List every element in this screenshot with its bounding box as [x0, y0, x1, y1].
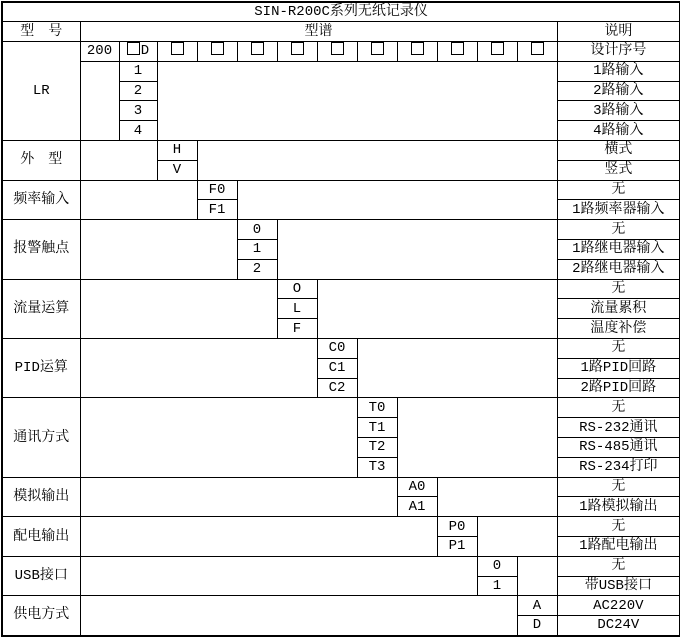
option-desc-cell: 无: [557, 556, 680, 576]
section-label-power-distribution-output: 配电输出: [2, 517, 80, 557]
description-header: 说明: [557, 22, 680, 42]
option-desc-cell: 无: [557, 339, 680, 359]
merged-empty-cell: [80, 141, 157, 181]
merged-empty-cell: [80, 517, 437, 557]
square-icon: [127, 42, 140, 55]
merged-empty-cell: [317, 279, 557, 338]
option-code-cell: F1: [197, 200, 237, 220]
option-code-cell: O: [277, 279, 317, 299]
design-prefix-cell: 200: [80, 42, 119, 62]
option-code-cell: V: [157, 160, 197, 180]
option-desc-cell: RS-232通讯: [557, 418, 680, 438]
option-desc-cell: AC220V: [557, 596, 680, 616]
section-label-usb-port: USB接口: [2, 556, 80, 596]
design-description: 设计序号: [557, 42, 680, 62]
merged-empty-cell: [80, 61, 119, 140]
merged-empty-cell: [277, 220, 557, 279]
merged-empty-cell: [197, 141, 557, 181]
option-code-cell: 0: [477, 556, 517, 576]
option-code-cell: D: [517, 616, 557, 636]
option-code-cell: P1: [437, 537, 477, 557]
design-square-cell: [437, 42, 477, 62]
square-icon: [331, 42, 344, 55]
section-label-analog-output: 模拟输出: [2, 477, 80, 517]
option-code-cell: T3: [357, 457, 397, 477]
option-code-cell: P0: [437, 517, 477, 537]
option-desc-cell: 2路继电器输入: [557, 259, 680, 279]
square-icon: [171, 42, 184, 55]
option-desc-cell: RS-234打印: [557, 457, 680, 477]
option-code-cell: 3: [119, 101, 157, 121]
square-icon: [451, 42, 464, 55]
option-code-cell: 2: [119, 81, 157, 101]
option-code-cell: F: [277, 319, 317, 339]
option-code-cell: 1: [237, 240, 277, 260]
model-selection-table: [1, 1, 680, 637]
merged-empty-cell: [80, 279, 277, 338]
option-code-cell: 0: [237, 220, 277, 240]
design-square-cell: [517, 42, 557, 62]
option-desc-cell: 1路频率器输入: [557, 200, 680, 220]
merged-empty-cell: [80, 398, 357, 477]
option-desc-cell: 1路继电器输入: [557, 240, 680, 260]
design-d-suffix: D: [140, 43, 150, 60]
option-desc-cell: 无: [557, 180, 680, 200]
design-square-cell: [317, 42, 357, 62]
section-label-alarm-contacts: 报警触点: [2, 220, 80, 279]
option-code-cell: A1: [397, 497, 437, 517]
option-code-cell: C1: [317, 358, 357, 378]
option-desc-cell: 无: [557, 398, 680, 418]
design-d-cell: [119, 42, 157, 62]
merged-empty-cell: [397, 398, 557, 477]
option-code-cell: C2: [317, 378, 357, 398]
option-desc-cell: DC24V: [557, 616, 680, 636]
option-desc-cell: 3路输入: [557, 101, 680, 121]
merged-empty-cell: [517, 556, 557, 596]
square-icon: [371, 42, 384, 55]
option-code-cell: C0: [317, 339, 357, 359]
option-desc-cell: 1路模拟输出: [557, 497, 680, 517]
option-desc-cell: 2路输入: [557, 81, 680, 101]
merged-empty-cell: [80, 477, 397, 517]
option-code-cell: 1: [119, 61, 157, 81]
option-desc-cell: 1路PID回路: [557, 358, 680, 378]
option-desc-cell: 带USB接口: [557, 576, 680, 596]
design-square-cell: [157, 42, 197, 62]
option-code-cell: 1: [477, 576, 517, 596]
section-label-pid-calculation: PID运算: [2, 339, 80, 398]
design-square-cell: [397, 42, 437, 62]
option-code-cell: 2: [237, 259, 277, 279]
merged-empty-cell: [80, 180, 197, 220]
section-label-lr: LR: [2, 42, 80, 141]
square-icon: [211, 42, 224, 55]
model-header: 型 号: [2, 22, 80, 42]
merged-empty-cell: [357, 339, 557, 398]
option-desc-cell: 无: [557, 477, 680, 497]
option-desc-cell: 2路PID回路: [557, 378, 680, 398]
square-icon: [411, 42, 424, 55]
section-label-flow-calculation: 流量运算: [2, 279, 80, 338]
merged-empty-cell: [80, 596, 517, 636]
merged-empty-cell: [437, 477, 557, 517]
design-square-cell: [237, 42, 277, 62]
option-code-cell: A0: [397, 477, 437, 497]
option-code-cell: T2: [357, 438, 397, 458]
option-desc-cell: 无: [557, 220, 680, 240]
design-square-cell: [197, 42, 237, 62]
option-desc-cell: 温度补偿: [557, 319, 680, 339]
square-icon: [291, 42, 304, 55]
design-square-cell: [357, 42, 397, 62]
option-desc-cell: 竖式: [557, 160, 680, 180]
section-label-communication: 通讯方式: [2, 398, 80, 477]
section-label-power-supply: 供电方式: [2, 596, 80, 636]
square-icon: [531, 42, 544, 55]
option-code-cell: H: [157, 141, 197, 161]
spectrum-header: 型谱: [80, 22, 557, 42]
merged-empty-cell: [237, 180, 557, 220]
merged-empty-cell: [80, 339, 317, 398]
table-title: SIN-R200C系列无纸记录仪: [2, 2, 680, 22]
merged-empty-cell: [80, 220, 237, 279]
section-label-frequency-input: 频率输入: [2, 180, 80, 220]
merged-empty-cell: [477, 517, 557, 557]
design-square-cell: [477, 42, 517, 62]
option-desc-cell: RS-485通讯: [557, 438, 680, 458]
option-desc-cell: 流量累积: [557, 299, 680, 319]
option-code-cell: F0: [197, 180, 237, 200]
option-desc-cell: 无: [557, 279, 680, 299]
merged-empty-cell: [157, 61, 557, 140]
section-label-shape: 外 型: [2, 141, 80, 181]
option-desc-cell: 1路输入: [557, 61, 680, 81]
option-desc-cell: 无: [557, 517, 680, 537]
option-desc-cell: 1路配电输出: [557, 537, 680, 557]
option-desc-cell: 横式: [557, 141, 680, 161]
merged-empty-cell: [80, 556, 477, 596]
design-square-cell: [277, 42, 317, 62]
option-code-cell: A: [517, 596, 557, 616]
option-code-cell: 4: [119, 121, 157, 141]
square-icon: [491, 42, 504, 55]
square-icon: [251, 42, 264, 55]
option-desc-cell: 4路输入: [557, 121, 680, 141]
option-code-cell: L: [277, 299, 317, 319]
option-code-cell: T1: [357, 418, 397, 438]
option-code-cell: T0: [357, 398, 397, 418]
